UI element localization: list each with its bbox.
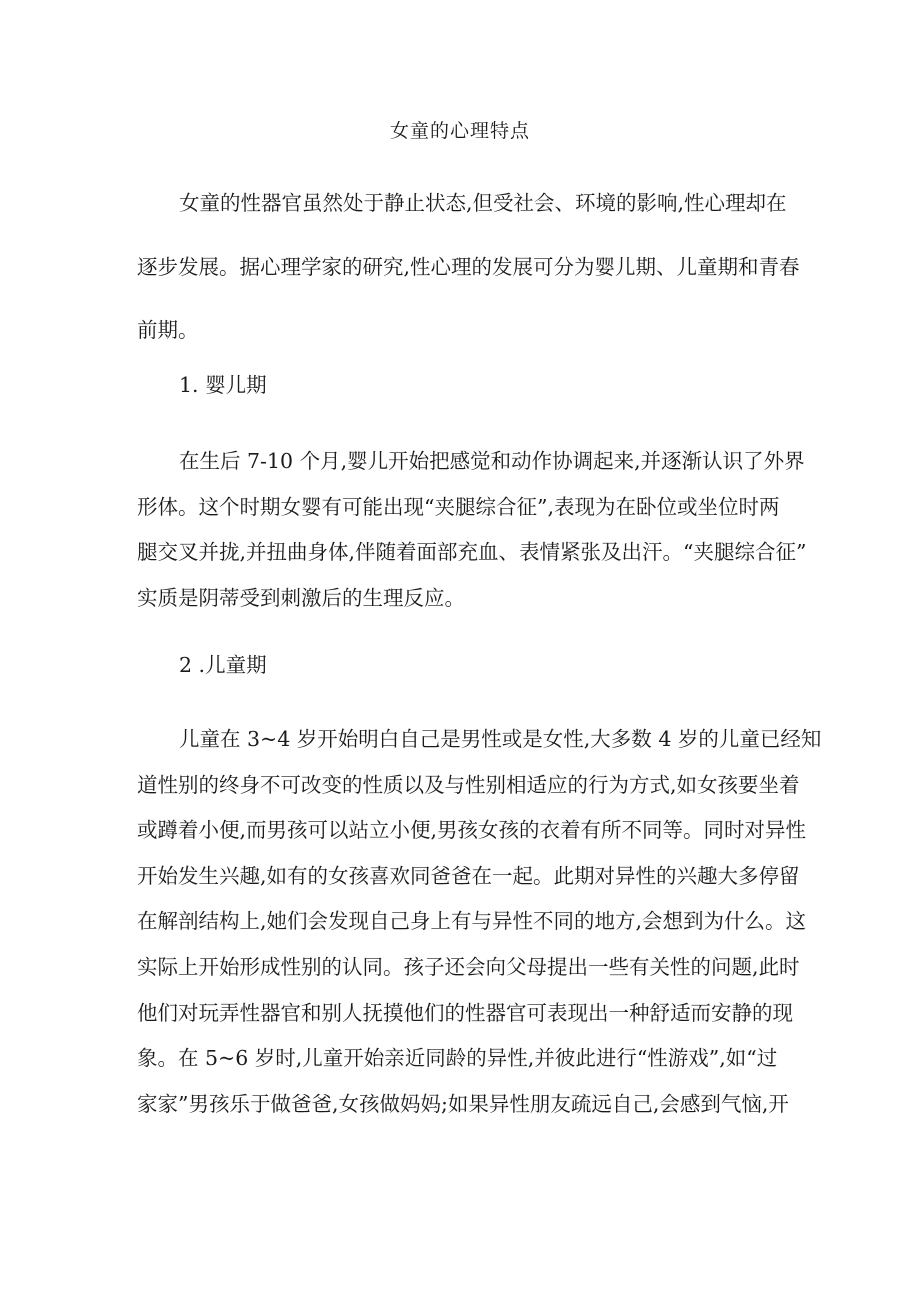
paragraph-line: 逐步发展。据心理学家的研究,性心理的发展可分为婴儿期、儿童期和青春 [137, 254, 800, 279]
paragraph-line: 家家”男孩乐于做爸爸,女孩做妈妈;如果异性朋友疏远自己,会感到气恼,开 [137, 1091, 789, 1116]
section-heading-infancy: 1. 婴儿期 [179, 373, 267, 397]
paragraph-line: 形体。这个时期女婴有可能出现“夹腿综合征”,表现为在卧位或坐位时两 [137, 494, 780, 519]
paragraph-line: 儿童在 3~4 岁开始明白自己是男性或是女性,大多数 4 岁的儿童已经知 [179, 727, 822, 751]
paragraph-line: 象。在 5~6 岁时,儿童开始亲近同龄的异性,并彼此进行“性游戏”,如“过 [137, 1046, 778, 1071]
intro-paragraph [137, 186, 800, 377]
childhood-paragraph [137, 722, 822, 1132]
paragraph-line: 开始发生兴趣,如有的女孩喜欢同爸爸在一起。此期对异性的兴趣大多停留 [137, 863, 800, 888]
paragraph-line: 腿交叉并拢,并扭曲身体,伴随着面部充血、表情紧张及出汗。“夹腿综合征” [137, 540, 807, 565]
paragraph-line: 在解剖结构上,她们会发现自己身上有与异性不同的地方,会想到为什么。这 [137, 909, 807, 934]
paragraph-line: 前期。 [137, 318, 199, 343]
paragraph-line: 在生后 7-10 个月,婴儿开始把感觉和动作协调起来,并逐渐认识了外界 [179, 449, 805, 473]
document-title: 女童的心理特点 [389, 120, 530, 142]
paragraph-line: 女童的性器官虽然处于静止状态,但受社会、环境的影响,性心理却在 [179, 191, 787, 215]
section-heading-childhood: 2 .儿童期 [179, 653, 267, 677]
paragraph-line: 道性别的终身不可改变的性质以及与性别相适应的行为方式,如女孩要坐着 [137, 772, 800, 797]
paragraph-line: 他们对玩弄性器官和别人抚摸他们的性器官可表现出一种舒适而安静的现 [137, 1000, 793, 1025]
paragraph-line: 实质是阴蒂受到刺激后的生理反应。 [137, 585, 465, 610]
paragraph-line: 实际上开始形成性别的认同。孩子还会向父母提出一些有关性的问题,此时 [137, 954, 800, 979]
infancy-paragraph [137, 444, 807, 626]
paragraph-line: 或蹲着小便,而男孩可以站立小便,男孩女孩的衣着有所不同等。同时对异性 [137, 818, 807, 843]
